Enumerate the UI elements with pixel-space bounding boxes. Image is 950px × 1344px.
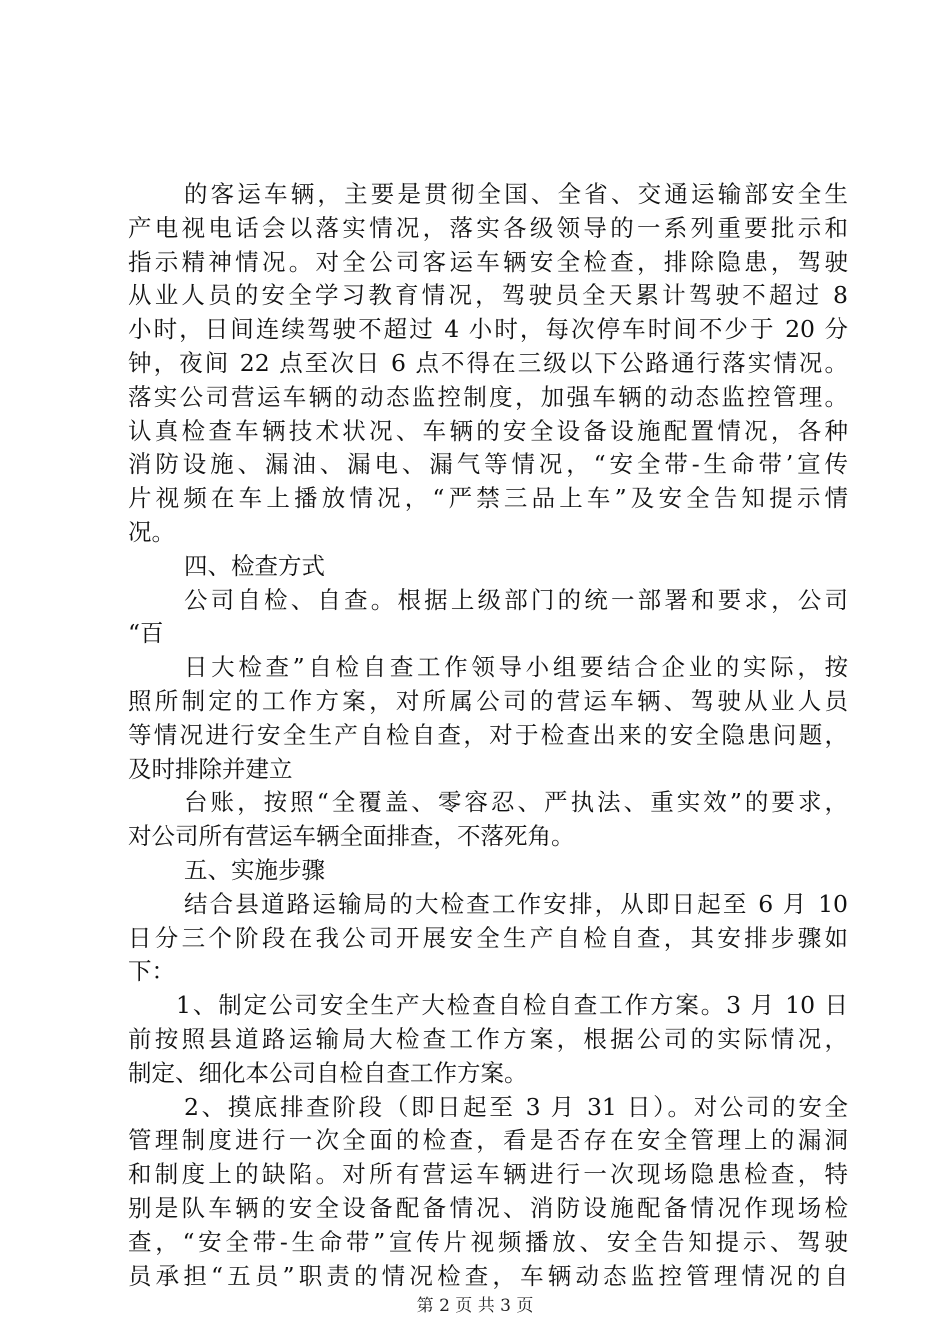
text-line: 日大检查”自检自查工作领导小组要结合企业的实际，按 (184, 653, 848, 682)
text-line: “百 (128, 619, 164, 648)
text-line: 别是队车辆的安全设备配备情况、消防设施配备情况作现场检 (128, 1193, 848, 1222)
text-line: 五、实施步骤 (184, 855, 325, 884)
text-line: 的客运车辆，主要是贯彻全国、全省、交通运输部安全生 (184, 180, 848, 208)
text-line: 小时，日间连续驾驶不超过 4 小时，每次停车时间不少于 20 分 (128, 315, 848, 344)
text-line: 台账，按照“全覆盖、零容忍、严执法、重实效”的要求， (184, 788, 848, 817)
text-line: 1、制定公司安全生产大检查自检自查工作方案。3 月 10 日 (176, 991, 848, 1020)
text-line: 照所制定的工作方案，对所属公司的营运车辆、驾驶从业人员 (128, 686, 848, 715)
text-line: 结合县道路运输局的大检查工作安排，从即日起至 6 月 10 (184, 889, 848, 918)
text-line: 及时排除并建立 (128, 754, 293, 783)
text-line: 等情况进行安全生产自检自查，对于检查出来的安全隐患问题， (128, 720, 848, 749)
text-line: 和制度上的缺陷。对所有营运车辆进行一次现场隐患检查，特 (128, 1160, 848, 1189)
text-line: 查，“安全带-生命带”宣传片视频播放、安全告知提示、驾驶 (128, 1227, 848, 1256)
document-body (128, 178, 848, 1293)
text-line: 指示精神情况。对全公司客运车辆安全检查，排除隐患，驾驶 (128, 247, 848, 276)
text-line: 从业人员的安全学习教育情况，驾驶员全天累计驾驶不超过 8 (128, 281, 848, 310)
text-line: 日分三个阶段在我公司开展安全生产自检自查，其安排步骤如 (128, 923, 848, 952)
text-line: 落实公司营运车辆的动态监控制度，加强车辆的动态监控管理。 (128, 382, 848, 411)
text-line: 钟，夜间 22 点至次日 6 点不得在三级以下公路通行落实情况。 (128, 348, 848, 377)
text-line: 制定、细化本公司自检自查工作方案。 (128, 1058, 528, 1087)
text-line: 公司自检、自查。根据上级部门的统一部署和要求，公司 (184, 585, 848, 614)
text-line: 四、检查方式 (184, 551, 325, 580)
text-line: 认真检查车辆技术状况、车辆的安全设备设施配置情况，各种 (128, 416, 848, 445)
text-line: 消防设施、漏油、漏电、漏气等情况，“安全带-生命带’宣传 (128, 450, 848, 479)
text-line: 2、摸底排查阶段（即日起至 3 月 31 日）。对公司的安全 (184, 1092, 848, 1121)
text-line: 况。 (128, 517, 175, 546)
text-line: 下： (128, 957, 175, 986)
text-line: 前按照县道路运输局大检查工作方案，根据公司的实际情况， (128, 1024, 848, 1053)
text-line: 员承担“五员”职责的情况检查，车辆动态监控管理情况的自 (128, 1261, 848, 1290)
text-line: 产电视电话会以落实情况，落实各级领导的一系列重要批示和 (128, 213, 848, 242)
text-line: 片视频在车上播放情况，“严禁三品上车”及安全告知提示情 (128, 484, 848, 513)
page-footer: 第 2 页 共 3 页 (416, 1296, 534, 1316)
text-line: 对公司所有营运车辆全面排查，不落死角。 (128, 822, 575, 851)
text-line: 管理制度进行一次全面的检查，看是否存在安全管理上的漏洞 (128, 1126, 848, 1155)
